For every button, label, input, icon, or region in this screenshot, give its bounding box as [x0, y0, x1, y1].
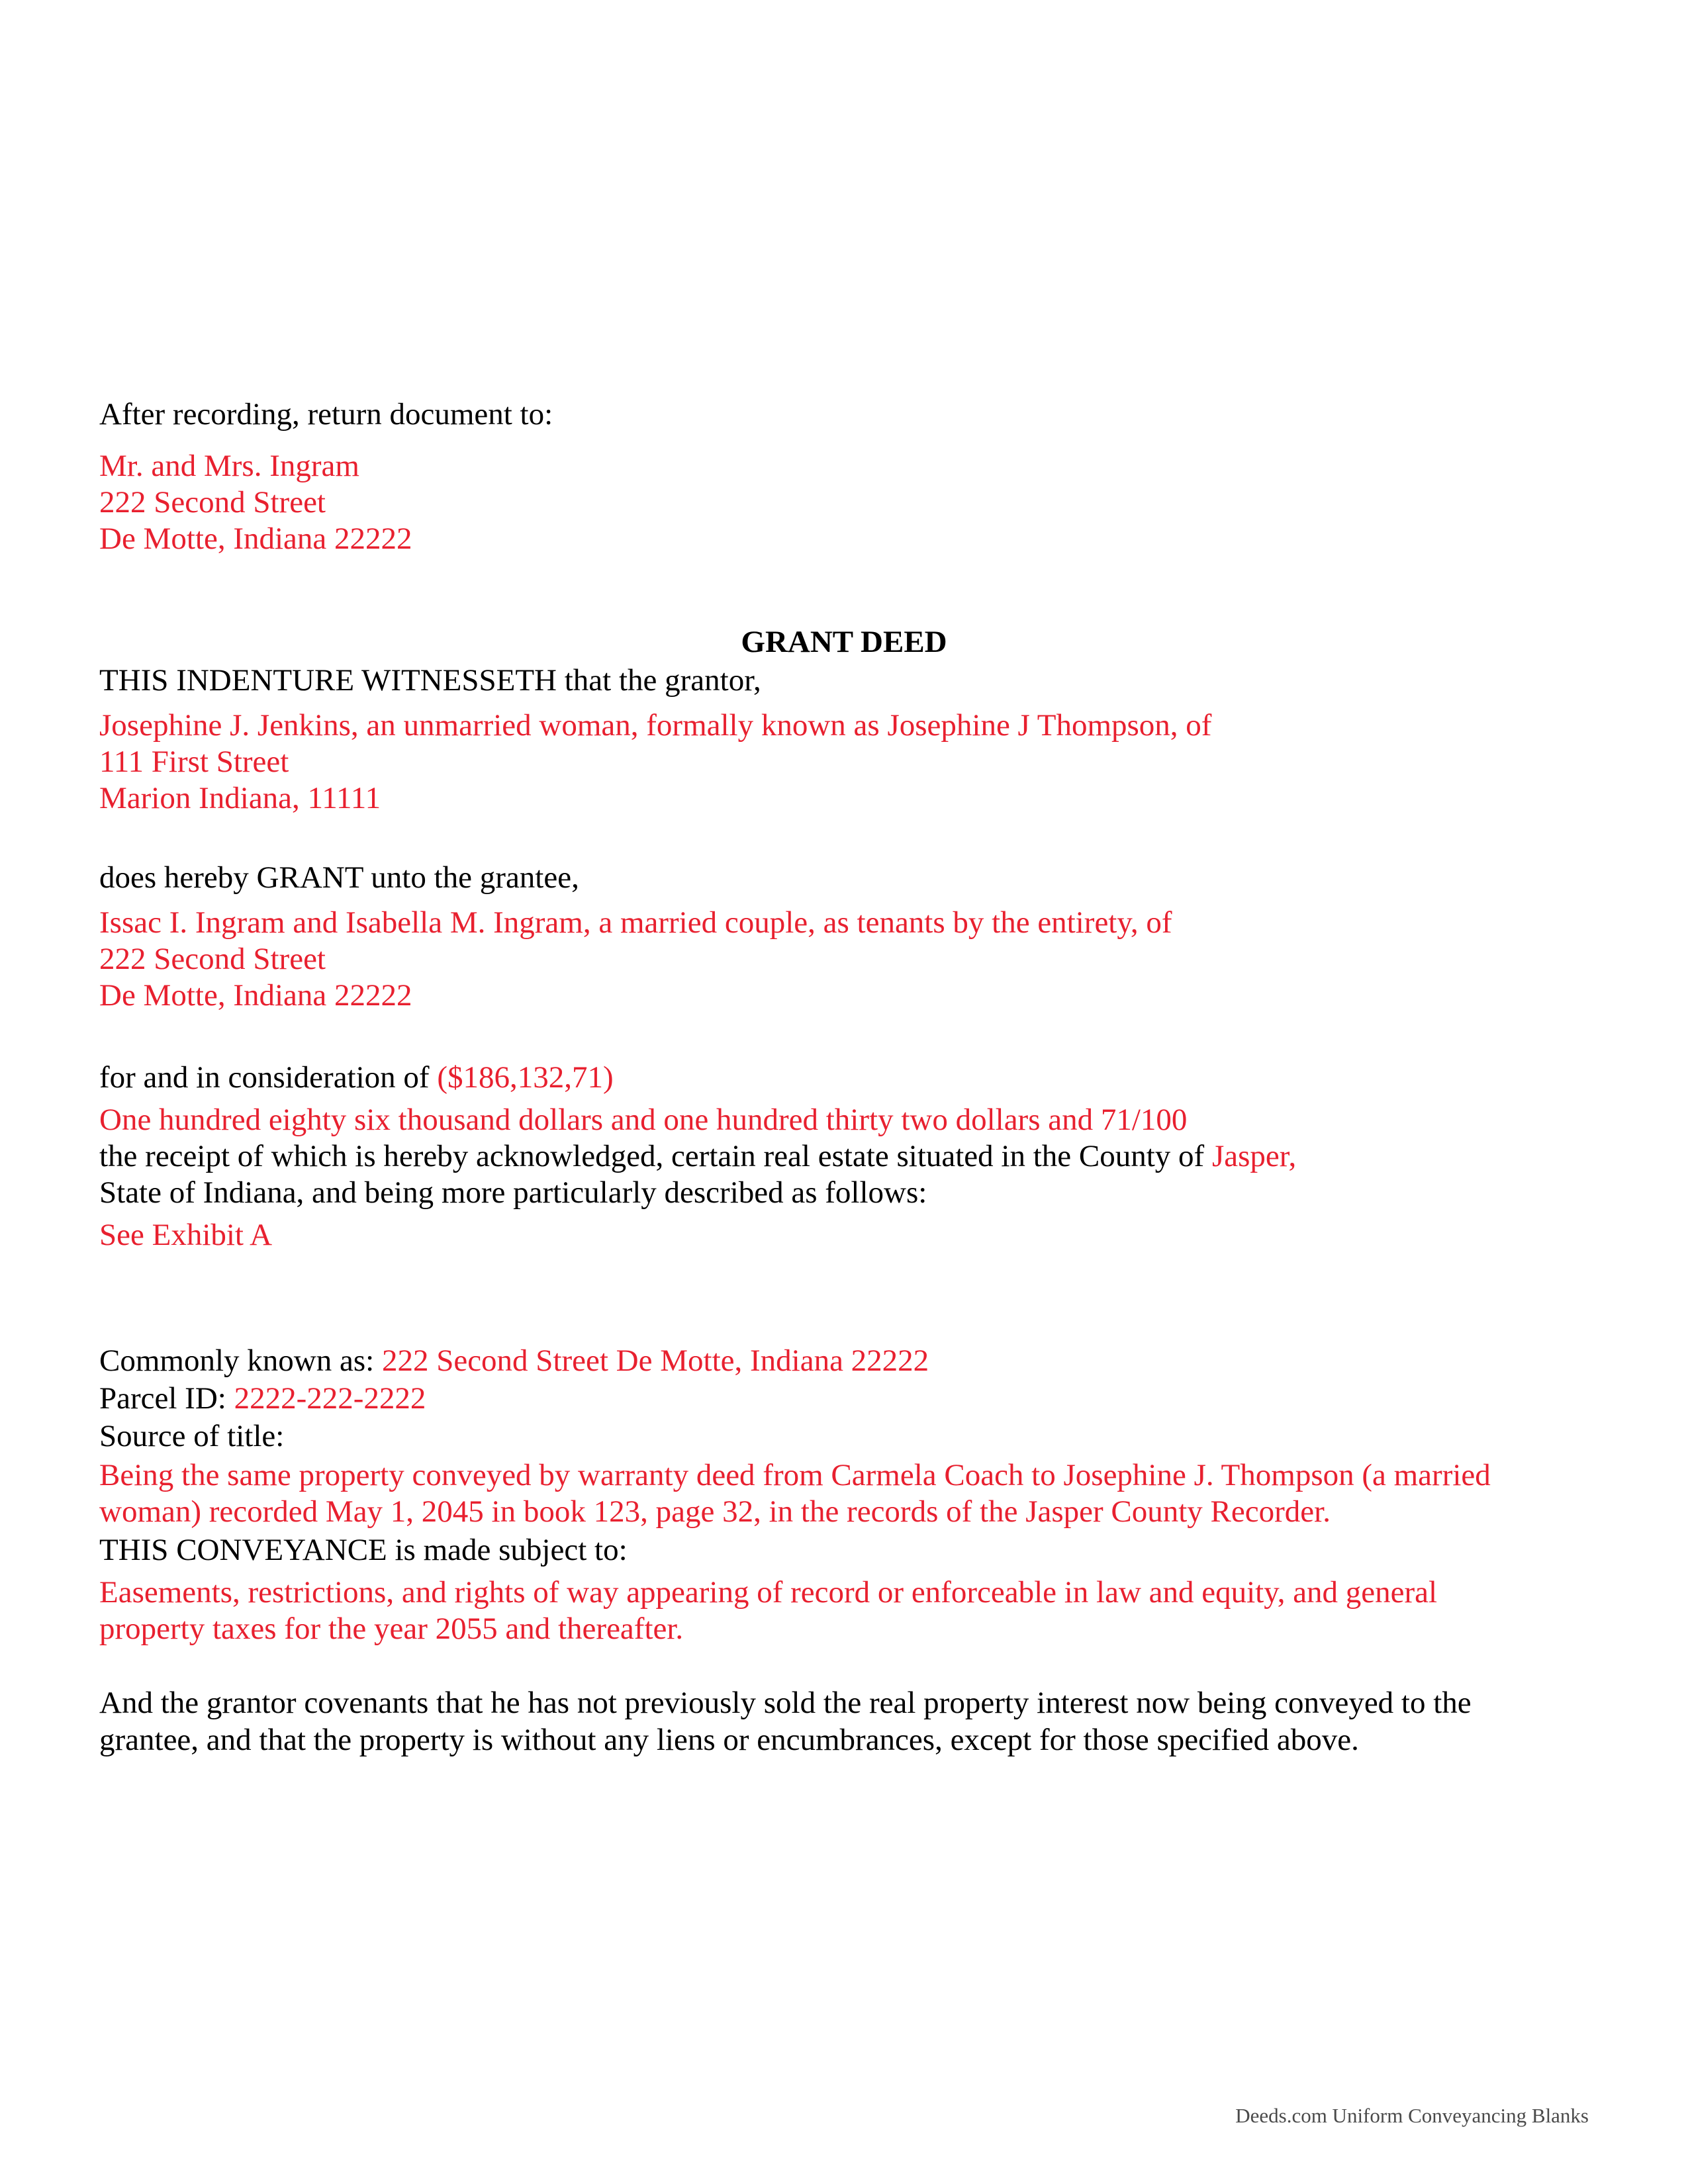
- consideration-amount-words: One hundred eighty six thousand dollars and one hundred thirty two dollars and 71/100: [99, 1103, 1188, 1137]
- grantee-street: 222 Second Street: [99, 942, 326, 976]
- source-line-1: Being the same property conveyed by warranty deed from Carmela Coach to Josephine J. Thompson (a married: [99, 1458, 1491, 1492]
- consideration-label: for and in consideration of: [99, 1060, 438, 1095]
- covenant-line-1: And the grantor covenants that he has not previously sold the real property interest now being conveyed to the: [99, 1686, 1472, 1720]
- covenant-line-2: grantee, and that the property is without any liens or encumbrances, except for those specified above.: [99, 1723, 1359, 1757]
- commonly-known-line: [99, 1342, 929, 1379]
- grantee-name: Issac I. Ingram and Isabella M. Ingram, a married couple, as tenants by the entirety, of: [99, 905, 1172, 940]
- return-label: After recording, return document to:: [99, 397, 553, 432]
- conveyance-label: THIS CONVEYANCE is made subject to:: [99, 1533, 628, 1567]
- return-street: 222 Second Street: [99, 485, 326, 520]
- grantor-name: Josephine J. Jenkins, an unmarried woman, formally known as Josephine J Thompson, of: [99, 708, 1212, 743]
- conveyance-line-1: Easements, restrictions, and rights of way appearing of record or enforceable in law and equity, and general: [99, 1575, 1438, 1610]
- grantor-city: Marion Indiana, 11111: [99, 781, 381, 815]
- receipt-text: the receipt of which is hereby acknowledged, certain real estate situated in the County of: [99, 1139, 1212, 1173]
- source-line-2: woman) recorded May 1, 2045 in book 123, page 32, in the records of the Jasper County Recorder.: [99, 1494, 1331, 1529]
- commonly-known-label: Commonly known as:: [99, 1343, 382, 1378]
- return-name: Mr. and Mrs. Ingram: [99, 449, 359, 483]
- consideration-amount: ($186,132,71): [437, 1060, 614, 1095]
- footer-watermark: Deeds.com Uniform Conveyancing Blanks: [1235, 2104, 1589, 2127]
- document-title: GRANT DEED: [741, 625, 947, 659]
- grantee-city: De Motte, Indiana 22222: [99, 978, 412, 1013]
- grantor-intro: THIS INDENTURE WITNESSETH that the grantor,: [99, 663, 761, 698]
- source-label: Source of title:: [99, 1419, 285, 1453]
- receipt-line: [99, 1138, 1296, 1175]
- county-value: Jasper,: [1211, 1139, 1297, 1173]
- grantee-intro: does hereby GRANT unto the grantee,: [99, 860, 579, 895]
- conveyance-line-2: property taxes for the year 2055 and thereafter.: [99, 1612, 684, 1646]
- return-city: De Motte, Indiana 22222: [99, 522, 412, 556]
- parcel-line: [99, 1380, 426, 1417]
- consideration-line: [99, 1059, 614, 1096]
- legal-description: See Exhibit A: [99, 1218, 273, 1252]
- parcel-value: 2222-222-2222: [234, 1381, 426, 1416]
- parcel-label: Parcel ID:: [99, 1381, 234, 1416]
- grantor-street: 111 First Street: [99, 745, 289, 779]
- commonly-known-value: 222 Second Street De Motte, Indiana 22222: [381, 1343, 929, 1378]
- state-text: State of Indiana, and being more particularly described as follows:: [99, 1175, 927, 1210]
